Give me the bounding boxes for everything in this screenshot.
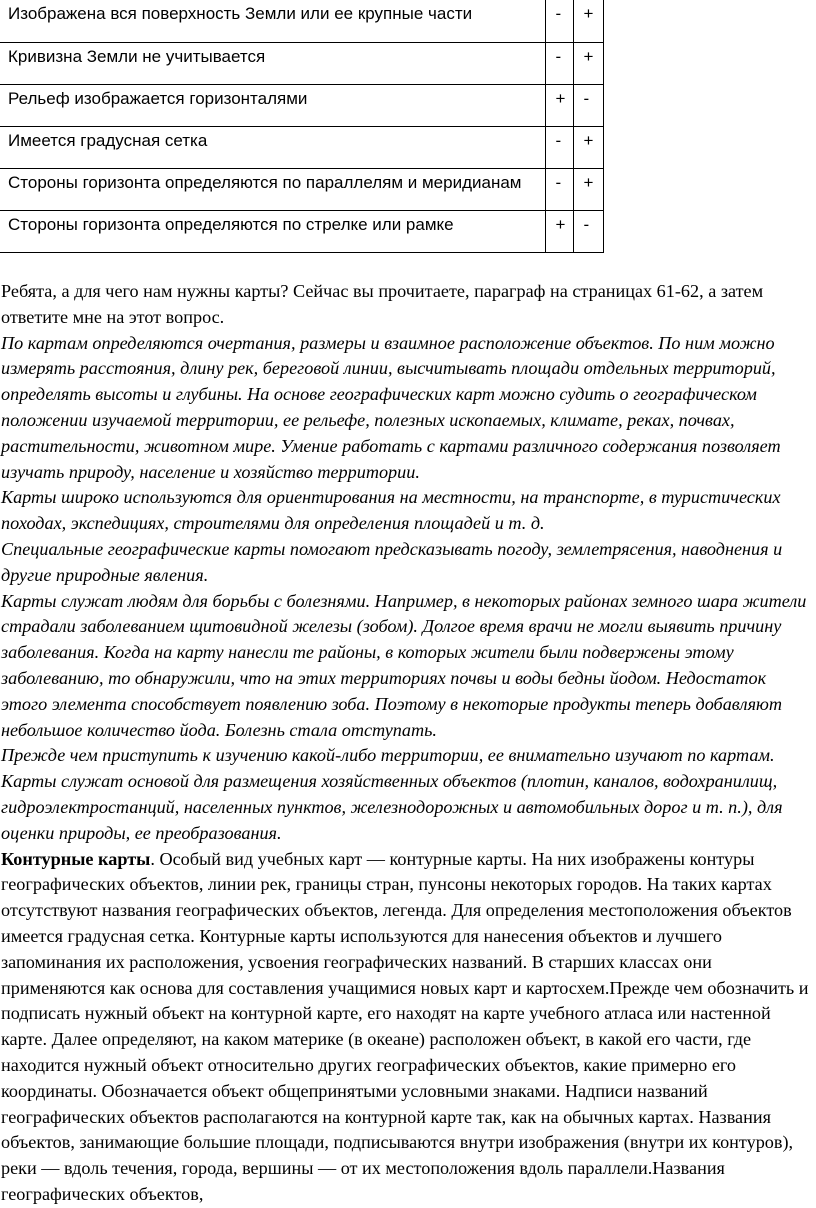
italic-paragraph: По картам определяются очертания, размеры и взаимное расположение объектов. По ним можно измерять расстояния, длину рек, береговой линии, высчитывать площади отдельных территорий, определять высоты и глубины. На основе географических карт можно судить о географическом положении изучаемой территории, ее рельефе, полезных ископаемых, климате, реках, почвах, растительности, животном мире. Умение работать с картами различного содержания позволяет изучать природу, население и хозяйство территории. [1, 332, 781, 482]
table-cell-mark-b: + [573, 0, 603, 42]
table-cell-criterion: Рельеф изображается горизонталями [0, 84, 545, 126]
comparison-table [0, 0, 604, 253]
table-cell-criterion: Стороны горизонта определяются по стрелке или рамке [0, 210, 545, 252]
table-row [0, 210, 603, 252]
table-row [0, 42, 603, 84]
table-cell-mark-b: - [573, 84, 603, 126]
table-cell-mark-a: - [545, 0, 573, 42]
table-row [0, 84, 603, 126]
table-cell-mark-a: - [545, 42, 573, 84]
table-cell-mark-a: + [545, 84, 573, 126]
table-cell-criterion: Имеется градусная сетка [0, 126, 545, 168]
comparison-table-wrap [0, 0, 604, 253]
table-cell-criterion: Кривизна Земли не учитывается [0, 42, 545, 84]
table-row [0, 126, 603, 168]
table-cell-criterion: Изображена вся поверхность Земли или ее крупные части [0, 0, 545, 42]
italic-paragraph: Специальные географические карты помогают предсказывать погоду, землетрясения, наводнения и другие природные явления. [1, 538, 783, 585]
contour-maps-text: . Особый вид учебных карт — контурные карты. На них изображены контуры географических объектов, линии рек, границы стран, пунсоны некоторых городов. На таких картах отсутствуют названия географических объектов, легенда. Для определения местоположения объектов имеется градусная сетка. Контурные карты используются для нанесения объектов и лучшего запоминания их расположения, усвоения географических названий. В старших классах они применяются как основа для составления учащимися новых карт и картосхем.Прежде чем обозначить и подписать нужный объект на контурной карте, его находят на карте учебного атласа или настенной карте. Далее определяют, на каком материке (в океане) расположен объект, в какой его части, где находится нужный объект относительно других географических объектов, какие примерно его координаты. Обозначается объект общепринятыми условными знаками. Надписи названий географических объектов располагаются на контурной карте так, как на обычных картах. Названия объектов, занимающие большие площади, подписываются внутри изображения (внутри их контуров), реки — вдоль течения, города, вершины — от их местоположения вдоль параллели.Названия географических объектов, [1, 848, 809, 1204]
table-row [0, 168, 603, 210]
italic-paragraph: Карты широко используются для ориентирования на местности, на транспорте, в туристических походах, экспедициях, строителями для определения площадей и т. д. [1, 487, 781, 534]
table-cell-mark-b: + [573, 168, 603, 210]
table-cell-mark-b: - [573, 210, 603, 252]
table-cell-mark-a: - [545, 168, 573, 210]
table-cell-mark-a: + [545, 210, 573, 252]
table-cell-mark-b: + [573, 126, 603, 168]
italic-paragraph: Карты служат людям для борьбы с болезнями. Например, в некоторых районах земного шара жители страдали заболеванием щитовидной железы (зобом). Долгое время врачи не могли выявить причину заболевания. Когда на карту нанесли те районы, в которых жители были подвержены этому заболеванию, то обнаружили, что на этих территориях почвы и воды бедны йодом. Недостаток этого элемента способствует появлению зоба. Поэтому в некоторые продукты теперь добавляют небольшое количество йода. Болезнь стала отступать. [1, 590, 807, 740]
contour-maps-title: Контурные карты [1, 848, 151, 869]
table-cell-criterion: Стороны горизонта определяются по параллелям и меридианам [0, 168, 545, 210]
table-cell-mark-b: + [573, 42, 603, 84]
table-row [0, 0, 603, 42]
intro-paragraph: Ребята, а для чего нам нужны карты? Сейчас вы прочитаете, параграф на страницах 61-62, а затем ответите мне на этот вопрос. [1, 281, 764, 327]
table-cell-mark-a: - [545, 126, 573, 168]
contour-maps-paragraph [1, 847, 815, 1208]
document-body [1, 279, 815, 1208]
italic-paragraph: Прежде чем приступить к изучению какой-либо территории, ее внимательно изучают по картам. Карты служат основой для размещения хозяйственных объектов (плотин, каналов, водохранилищ, гидроэлектростанций, населенных пунктов, железнодорожных и автомобильных дорог и т. п.), для оценки природы, ее преобразования. [1, 745, 783, 843]
